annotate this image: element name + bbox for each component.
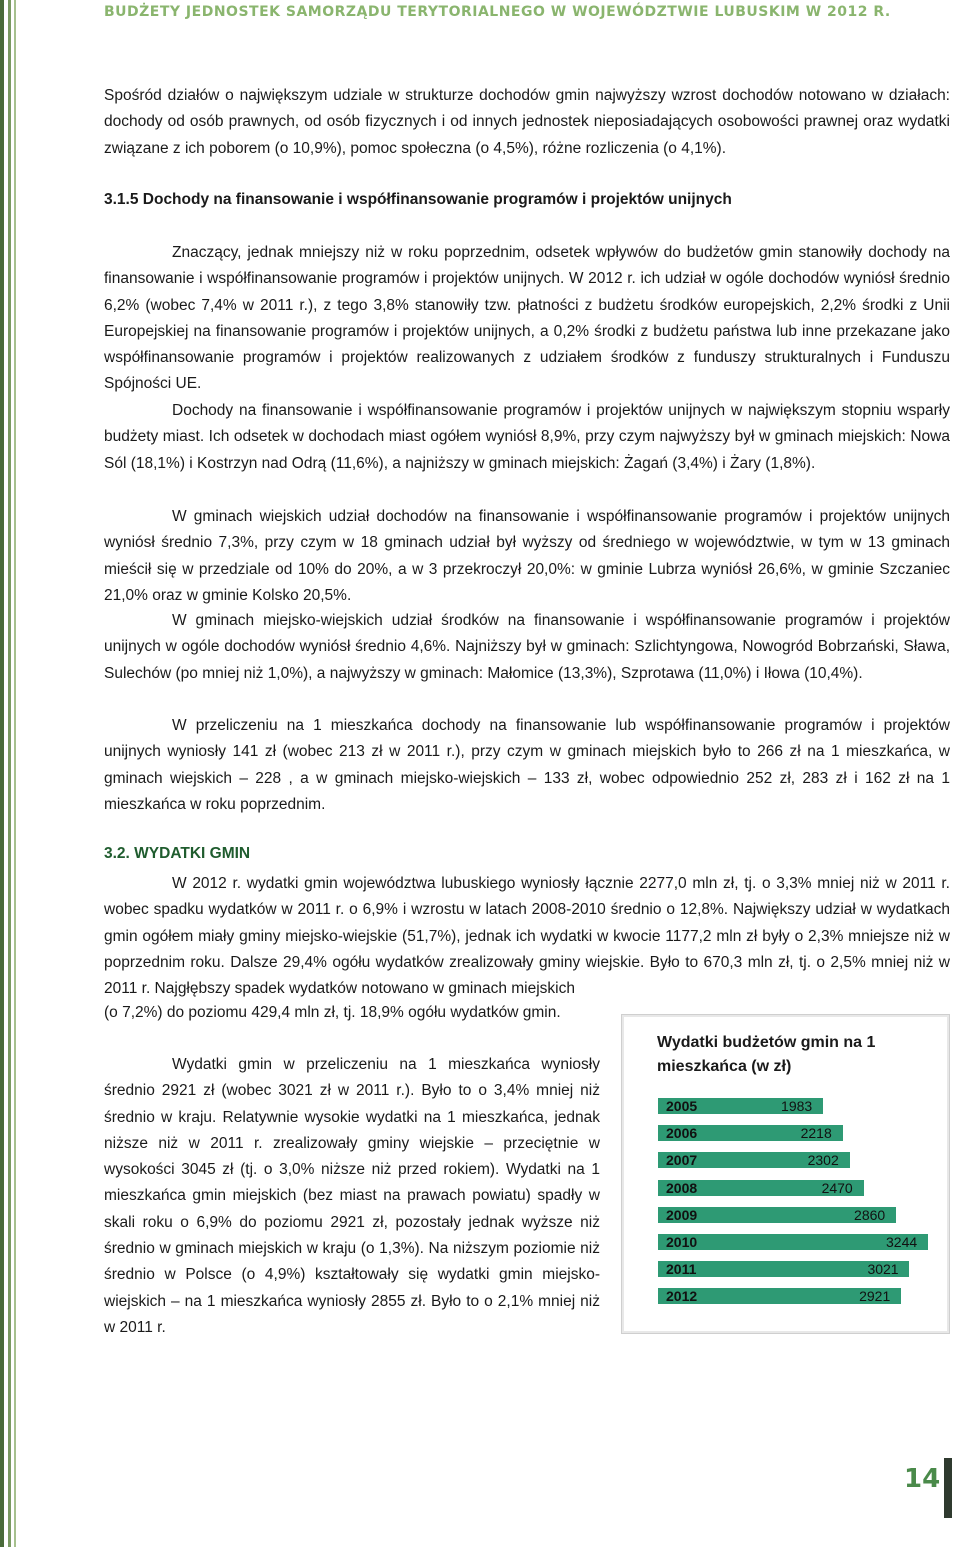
bar-category-label: 2008 (666, 1179, 698, 1196)
paragraph: Znaczący, jednak mniejszy niż w roku poprzednim, odsetek wpływów do budżetów gmin stanowiły dochody na finansowanie i współfinansowanie programów i projektów unijnych. W 2012 r. ich udział w ogóle dochodów wyniósł średnio 6,2% (wobec 7,4% w 2011 r.), z tego 3,8% stanowiły tzw. płatności z budżetu środków europejskich, 2,2% środki z Unii Europejskiej na finansowanie programów i projektów unijnych, a 0,2% środki z budżetu państwa lub inne przekazane jako współfinansowanie programów i projektów realizowanych z udziałem środków z funduszy strukturalnych i Funduszu Spójności UE. (104, 244, 950, 393)
bar-value-label: 2218 (800, 1125, 832, 1142)
intro-paragraph: Spośród działów o największym udziale w strukturze dochodów gmin najwyższy wzrost dochodów notowano w działach: dochody od osób prawnych, od osób fizycznych i od innych jednostek nieposiadających osobowości prawnej oraz wydatki związane z ich poborem (o 10,9%), pomoc społeczna (o 4,5%), różne rozliczenia (o 4,1%). (104, 87, 950, 157)
bar-row (622, 1231, 942, 1253)
bar-row (622, 1258, 942, 1280)
paragraph: W gminach wiejskich udział dochodów na finansowanie i współfinansowanie programów i projektów unijnych wyniósł średnio 7,3%, przy czym w 18 gminach udział był wyższy od średniego w województwie, w tym w 13 gminach mieścił się w przedziale od 10% do 20%, a w 3 przekroczył 20,0%: w gminie Lubrza wyniósł 26,6%, w gminie Szczaniec 21,0% oraz w gminie Kolsko 20,5%. (104, 508, 950, 604)
chart-title: Wydatki budżetów gmin na 1 mieszkańca (w zł) (657, 1034, 876, 1075)
bar-category-label: 2010 (666, 1234, 698, 1250)
bar-category-label: 2006 (666, 1125, 698, 1142)
bar-value-label: 3244 (886, 1234, 918, 1250)
bar-value-label: 2302 (807, 1152, 839, 1169)
bar-value-label: 2470 (821, 1179, 853, 1196)
expenditure-chart (621, 1014, 950, 1334)
bar-category-label: 2012 (666, 1288, 698, 1305)
bar-value-label: 1983 (781, 1098, 813, 1114)
running-header: BUDŻETY JEDNOSTEK SAMORZĄDU TERYTORIALNEGO W WOJEWÓDZTWIE LUBUSKIM W 2012 R. (104, 4, 891, 20)
section-heading-3-1-5: 3.1.5 Dochody na finansowanie i współfinansowanie programów i projektów unijnych (104, 191, 732, 208)
paragraph: W 2012 r. wydatki gmin województwa lubuskiego wyniosły łącznie 2277,0 mln zł, tj. o 3,3% mniej niż w 2011 r. wobec spadku wydatków w 2011 r. o 6,9% i wzrostu w latach 2008-2010 średnio o 12,8%. Największy udział w wydatkach gmin ogółem miały gminy miejsko-wiejskie (51,7%), jednak ich wydatki w kwocie 1177,2 mln zł były o 2,3% mniejsze niż w poprzednim roku. Dalsze 29,4% ogółu wydatków zrealizowały gminy wiejskie. Było to 670,3 mln zł, tj. o 2,5% mniej niż w 2011 r. Najgłębszy spadek wydatków notowano w gminach miejskich (104, 875, 950, 998)
paragraph: Dochody na finansowanie i współfinansowanie programów i projektów unijnych w największym stopniu wsparły budżety miast. Ich odsetek w dochodach miast ogółem wyniósł 8,9%, przy czym najwyższy był w gminach miejskich: Nowa Sól (18,1%) i Kostrzyn nad Odrą (11,6%), a najniższy w gminach miejskich: Żagań (3,4%) i Żary (1,8%). (104, 402, 950, 472)
bar-row (622, 1204, 942, 1226)
bar-category-label: 2005 (666, 1098, 698, 1114)
bar-row (622, 1149, 942, 1171)
bar-value-label: 3021 (867, 1261, 899, 1278)
paragraph-continuation: (o 7,2%) do poziomu 429,4 mln zł, tj. 18,9% ogółu wydatków gmin. (104, 1004, 561, 1021)
bar-row (622, 1122, 942, 1144)
side-decoration (0, 0, 20, 1547)
bar-value-label: 2860 (854, 1206, 886, 1223)
stripe (8, 0, 11, 1547)
bar-category-label: 2009 (666, 1206, 698, 1223)
paragraph: Wydatki gmin w przeliczeniu na 1 mieszkańca wyniosły średnio 2921 zł (wobec 3021 zł w 2011 r.). Było to o 3,4% mniej niż średnio w kraju. Relatywnie wysokie wydatki na 1 mieszkańca, jednak niższe niż w 2011 r. zrealizowały gminy wiejskie – przeciętnie w wysokości 3045 zł (tj. o 3,0% niższe niż przed rokiem). Wydatki na 1 mieszkańca gmin miejskich (bez miast na prawach powiatu) spadły w skali roku o 6,9% do poziomu 2921 zł, pozostały jednak wyższe niż średnio w gminach miejskich w kraju (o 1,3%). Na niższym poziomie niż średnio w Polsce (o 4,9%) kształtowały się wydatki gmin miejsko-wiejskich – na 1 mieszkańca wyniosły 2855 zł. Było to o 2,1% mniej niż w 2011 r. (104, 1056, 600, 1336)
bar-row (622, 1177, 942, 1199)
bar-row (622, 1095, 942, 1117)
paragraph: W przeliczeniu na 1 mieszkańca dochody na finansowanie lub współfinansowanie programów i projektów unijnych wyniosły 141 zł (wobec 213 zł w 2011 r.), przy czym w gminach miejskich było to 266 zł na 1 mieszkańca, w gminach wiejskich – 228 , a w gminach miejsko-wiejskich – 133 zł, wobec odpowiednio 252 zł, 283 zł i 162 zł na 1 mieszkańca w roku poprzednim. (104, 717, 950, 813)
page-number-bar (944, 1458, 952, 1518)
bar-category-label: 2011 (666, 1261, 697, 1278)
stripe (14, 0, 16, 1547)
bar-value-label: 2921 (859, 1288, 891, 1305)
stripe (0, 0, 4, 1547)
bar-row (622, 1285, 942, 1307)
page-number: 14 (904, 1464, 941, 1494)
bar-category-label: 2007 (666, 1152, 698, 1169)
section-heading-3-2: 3.2. WYDATKI GMIN (104, 845, 251, 862)
paragraph: W gminach miejsko-wiejskich udział środków na finansowanie i współfinansowanie programów i projektów unijnych w ogóle dochodów wyniósł średnio 4,6%. Najniższy był w gminach: Szlichtyngowa, Nowogród Bobrzański, Sława, Sulechów (po mniej niż 1,0%), a najwyższy w gminach: Małomice (13,3%), Szprotawa (11,0%) i Iłowa (10,4%). (104, 612, 950, 682)
